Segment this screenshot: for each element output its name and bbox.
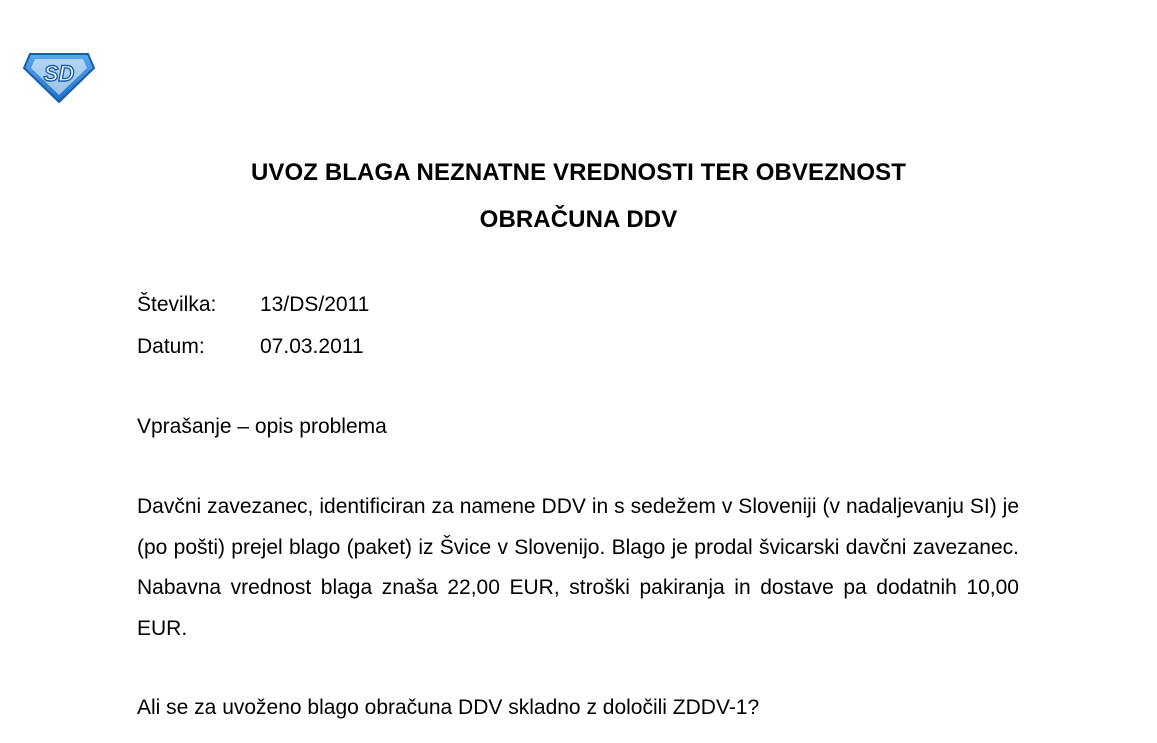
document-number-label: Številka:	[137, 293, 217, 316]
document-number-value: 13/DS/2011	[260, 293, 370, 316]
sd-logo-icon	[22, 48, 96, 104]
document-date-label: Datum:	[137, 335, 205, 358]
document-date-value: 07.03.2011	[260, 335, 364, 358]
document-title-line-2: OBRAČUNA DDV	[479, 206, 678, 233]
document-title-line-1: UVOZ BLAGA NEZNATNE VREDNOSTI TER OBVEZNOST	[251, 159, 906, 186]
question-paragraph: Ali se za uvoženo blago obračuna DDV skladno z določili ZDDV-1?	[137, 696, 760, 719]
document-number-row	[137, 292, 369, 318]
problem-description-paragraph: Davčni zavezanec, identificiran za namene DDV in s sedežem v Sloveniji (v nadaljevanju SI) je (po pošti) prejel blago (paket) iz Švice v Slovenijo. Blago je prodal švicarski davčni zavezanec. Nabavna vrednost blaga znaša 22,00 EUR, stroški pakiranja in dostave pa dodatnih 10,00 EUR.	[137, 495, 1019, 640]
section-heading: Vprašanje – opis problema	[137, 415, 387, 438]
document-date-row	[137, 334, 364, 360]
logo-text: SD	[43, 61, 75, 86]
